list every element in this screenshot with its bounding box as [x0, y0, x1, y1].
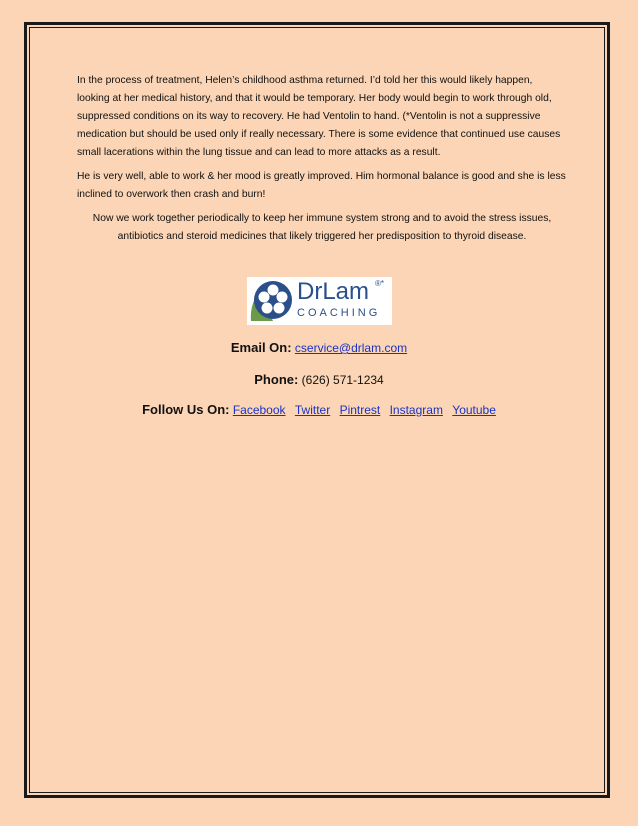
- phone-number: (626) 571-1234: [301, 373, 384, 387]
- email-line: [0, 340, 638, 355]
- drlam-logo: [247, 277, 392, 325]
- social-line: [0, 402, 638, 417]
- paragraph-followup: Now we work together periodically to keep her immune system strong and to avoid the stress issues, antibiotics and steroid medicines that likely triggered her predisposition to thyroid disease.: [92, 213, 552, 242]
- paragraph-wellness: He is very well, able to work & her mood is greatly improved. Him hormonal balance is good and she is less inclined to overwork then crash and burn!: [77, 171, 566, 200]
- twitter-link[interactable]: Twitter: [294, 403, 331, 417]
- logo-wordmark: DrLam: [297, 278, 370, 305]
- instagram-link[interactable]: Instagram: [389, 403, 443, 417]
- body-text: [77, 72, 567, 252]
- logo-subtitle: COACHING: [297, 307, 381, 319]
- paragraph-treatment: In the process of treatment, Helen’s childhood asthma returned. I’d told her this would likely happen, looking at her medical history, and that it would be temporary. Her body would begin to work through old, suppressed conditions on its way to recovery. He had Ventolin to hand. (*Ventolin is not a suppressive medication but should be used only if really necessary. There is some evidence that continued use causes small lacerations within the lung tissue and can lead to more attacks as a result.: [77, 75, 561, 158]
- follow-label: Follow Us On:: [142, 402, 230, 417]
- email-link[interactable]: cservice@drlam.com: [294, 341, 408, 355]
- phone-label: Phone:: [254, 372, 299, 387]
- email-label: Email On:: [230, 340, 292, 355]
- logo-registered-mark: ®*: [375, 279, 385, 288]
- facebook-link[interactable]: Facebook: [232, 403, 286, 417]
- pintrest-link[interactable]: Pintrest: [339, 403, 381, 417]
- phone-line: [0, 372, 638, 387]
- flower-icon: [247, 277, 295, 325]
- youtube-link[interactable]: Youtube: [452, 403, 496, 417]
